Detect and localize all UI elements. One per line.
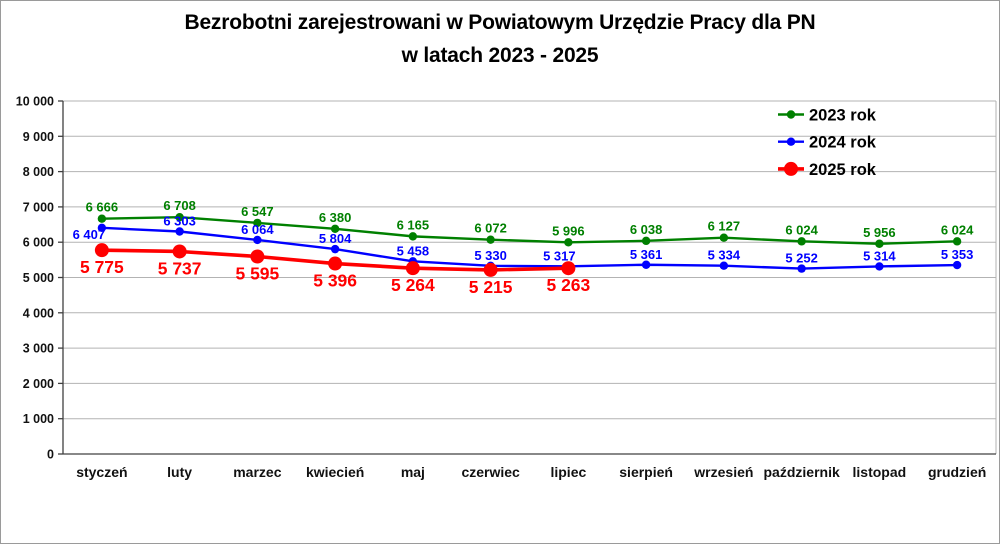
x-axis-label-11: listopad [852,464,907,480]
x-axis-label-5: maj [400,464,425,480]
x-axis-label-3: marzec [233,464,282,480]
y-axis-label: 3 000 [22,341,54,356]
data-point-2023-rok [98,214,106,222]
data-label-2023-rok: 6 024 [785,222,818,238]
data-label-2024-rok: 5 317 [543,248,576,264]
data-point-2025-rok [173,244,187,258]
y-axis-label: 10 000 [15,94,54,109]
data-label-2023-rok: 6 666 [85,199,119,215]
data-point-2024-rok [253,236,261,244]
data-point-2025-rok [95,243,109,257]
series-line-2024-rok [102,228,957,269]
x-axis-label-8: sierpień [619,464,673,480]
y-axis-label: 8 000 [22,165,54,180]
data-label-2023-rok: 5 956 [863,224,896,240]
data-point-2024-rok [953,261,961,269]
y-axis-label: 7 000 [22,200,54,215]
data-point-2024-rok [875,262,883,270]
data-point-2024-rok [175,227,183,235]
data-point-2023-rok [720,234,728,242]
data-label-2023-rok: 6 072 [474,220,507,236]
data-point-2023-rok [564,238,572,246]
legend-item-2025-rok [778,161,877,179]
data-point-2025-rok [484,263,498,277]
y-axis-label: 9 000 [22,129,54,144]
data-label-2024-rok: 6 303 [163,213,196,229]
data-point-2023-rok [409,232,417,240]
x-axis-label-7: lipiec [550,464,587,480]
data-label-2025-rok: 5 775 [79,257,124,278]
data-point-2023-rok [797,237,805,245]
data-label-2024-rok: 5 314 [863,248,896,264]
legend-label: 2024 rok [809,133,876,152]
y-axis-label: 1 000 [22,412,54,427]
y-axis-label: 6 000 [22,235,54,250]
data-label-2024-rok: 5 334 [707,247,741,263]
x-axis-label-1: styczeń [76,464,128,480]
data-label-2023-rok: 6 165 [396,217,430,233]
data-label-2024-rok: 5 252 [785,250,818,266]
data-label-2023-rok: 6 127 [707,218,741,234]
data-point-2023-rok [953,237,961,245]
legend-marker [787,138,795,146]
legend-marker [784,162,798,176]
chart-title-line2: w latach 2023 - 2025 [401,44,599,67]
data-label-2024-rok: 5 330 [474,247,507,263]
y-axis-label: 5 000 [22,271,54,285]
data-point-2024-rok [331,245,339,253]
legend-item-2023-rok [778,107,877,125]
data-point-2023-rok [642,237,650,245]
x-axis-label-9: wrzesień [694,464,754,480]
x-axis-label-12: grudzień [927,464,987,480]
data-label-2025-rok: 5 737 [157,258,202,279]
data-label-2025-rok: 5 263 [546,275,591,296]
data-point-2023-rok [486,235,494,243]
data-label-2024-rok: 6 064 [241,221,274,237]
data-point-2023-rok [875,240,883,248]
data-point-2024-rok [720,262,728,270]
data-point-2024-rok [797,264,805,272]
data-label-2025-rok: 5 595 [235,263,280,284]
data-point-2025-rok [406,261,420,275]
y-axis-label: 0 [47,447,54,462]
data-label-2023-rok: 6 708 [163,198,196,214]
x-axis-label-10: październik [763,464,840,480]
data-point-2024-rok [642,261,650,269]
data-point-2025-rok [561,261,575,275]
series-line-2023-rok [102,217,957,247]
line-chart [1,1,1000,544]
data-label-2025-rok: 5 396 [313,270,358,291]
legend-label: 2025 rok [809,160,876,179]
data-label-2023-rok: 6 547 [241,203,274,219]
data-label-2023-rok: 6 024 [940,222,974,238]
y-axis-label: 2 000 [22,376,54,391]
data-label-2023-rok: 5 996 [552,223,585,239]
data-point-2025-rok [328,257,342,271]
chart-title-line1: Bezrobotni zarejestrowani w Powiatowym Urzędzie Pracy dla PN [184,11,816,34]
data-label-2025-rok: 5 215 [468,276,513,297]
x-axis-label-6: czerwiec [461,464,520,480]
legend-marker [787,110,795,118]
data-label-2024-rok: 5 458 [396,243,430,259]
x-axis-label-2: luty [167,464,193,480]
data-label-2024-rok: 5 353 [940,247,974,263]
data-point-2025-rok [250,249,264,263]
data-label-2024-rok: 5 361 [629,246,663,262]
legend-label: 2023 rok [809,106,876,125]
data-label-2025-rok: 5 264 [390,275,435,296]
y-axis-label: 4 000 [22,306,54,321]
data-label-2024-rok: 6 407 [72,226,106,242]
data-label-2023-rok: 6 380 [318,209,352,225]
x-axis-label-4: kwiecień [305,464,365,480]
data-label-2024-rok: 5 804 [318,231,352,247]
data-label-2023-rok: 6 038 [629,221,663,237]
